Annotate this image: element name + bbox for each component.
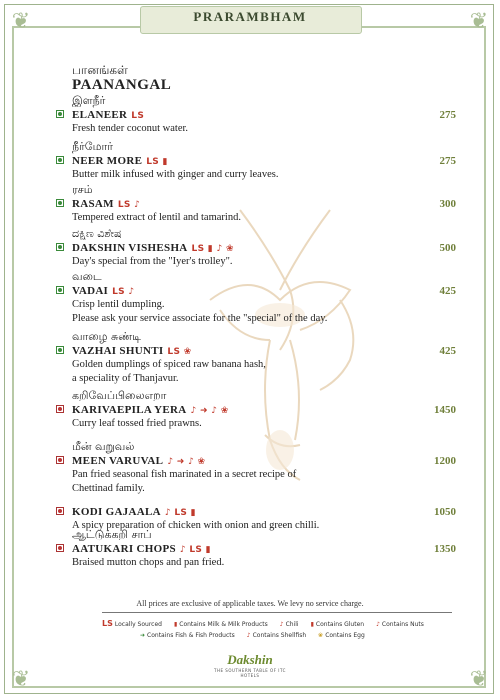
item-description: Tempered extract of lentil and tamarind. xyxy=(72,212,241,223)
item-name-text: KODI GAJAALA xyxy=(72,506,161,518)
item-native-name: இளநீர் xyxy=(72,94,106,107)
corner-ornament-icon: ❦ xyxy=(469,666,489,691)
item-row xyxy=(56,241,456,255)
item-native-name: வாழை சுண்டி xyxy=(72,330,141,343)
legend-symbol-icon: ➜ xyxy=(140,632,146,639)
corner-ornament-icon: ❦ xyxy=(469,8,489,33)
item-name-text: DAKSHIN VISHESHA xyxy=(72,242,188,254)
item-name xyxy=(72,505,196,520)
menu-item xyxy=(56,94,456,136)
item-row xyxy=(56,344,456,358)
item-description: Fresh tender coconut water. xyxy=(72,123,189,134)
item-price: 1200 xyxy=(434,455,456,467)
dietary-icons: LS ❀ xyxy=(167,347,192,357)
veg-mark-icon xyxy=(56,199,64,207)
item-native-name: ரசம் xyxy=(72,183,93,196)
legend-row xyxy=(102,619,452,628)
item-price: 500 xyxy=(439,242,456,254)
item-price: 425 xyxy=(439,285,456,297)
menu-item xyxy=(56,440,456,496)
item-native-name: வடை xyxy=(72,270,102,283)
item-price: 1450 xyxy=(434,404,456,416)
dietary-icons: ♪ LS ▮ xyxy=(164,508,196,518)
menu-item xyxy=(56,491,456,533)
menu-item xyxy=(56,227,456,269)
legend-symbol-icon: LS xyxy=(102,619,113,628)
legend-label: Contains Milk & Milk Products xyxy=(179,621,268,628)
dietary-icons: ♪ LS ▮ xyxy=(179,545,211,555)
veg-mark-icon xyxy=(56,156,64,164)
dietary-icons: LS xyxy=(131,111,145,121)
veg-mark-icon xyxy=(56,110,64,118)
item-name xyxy=(72,284,134,299)
item-name-text: VADAI xyxy=(72,285,109,297)
legend-label: Contains Fish & Fish Products xyxy=(147,632,235,639)
brand-tagline: THE SOUTHERN TABLE OF ITC HOTELS xyxy=(214,668,286,678)
item-name-text: KARIVAEPILA YERA xyxy=(72,404,187,416)
legend-entry xyxy=(247,632,312,639)
menu-item xyxy=(56,330,456,386)
legend-symbol-icon: ▮ xyxy=(310,621,314,628)
item-price: 425 xyxy=(439,345,456,357)
item-name xyxy=(72,403,229,418)
item-name-text: MEEN VARUVAL xyxy=(72,455,164,467)
legend-symbol-icon: ♪ xyxy=(376,621,380,628)
item-name xyxy=(72,542,211,557)
legend-entry xyxy=(376,621,430,628)
legend-entry xyxy=(140,632,241,639)
legend-entry xyxy=(311,621,370,628)
item-name-text: AATUKARI CHOPS xyxy=(72,543,176,555)
legend-label: Locally Sourced xyxy=(114,621,162,628)
brand-logo xyxy=(205,652,295,678)
legend-entry xyxy=(280,621,305,628)
legend-entry xyxy=(174,621,274,628)
nonveg-mark-icon xyxy=(56,507,64,515)
dietary-icons: ♪ ➜ ♪ ❀ xyxy=(167,457,206,467)
item-description: Chettinad family. xyxy=(72,483,145,494)
corner-ornament-icon: ❦ xyxy=(11,8,31,33)
item-name-text: NEER MORE xyxy=(72,155,143,167)
item-name-text: RASAM xyxy=(72,198,114,210)
veg-mark-icon xyxy=(56,346,64,354)
item-description: Butter milk infused with ginger and curry leaves. xyxy=(72,169,279,180)
corner-ornament-icon: ❦ xyxy=(11,666,31,691)
item-native-name: மீன் வறுவல் xyxy=(72,440,135,453)
item-native-name: ದಕ್ಷಿಣ ವಿಶೇಷ xyxy=(72,227,122,240)
legend-label: Contains Shellfish xyxy=(252,632,307,639)
item-description: Day's special from the "Iyer's trolley". xyxy=(72,256,233,267)
item-description: Please ask your service associate for the "special" of the day. xyxy=(72,313,328,324)
dietary-icons: ♪ ➜ ♪ ❀ xyxy=(190,406,229,416)
legend-label: Contains Nuts xyxy=(381,621,424,628)
item-name-text: VAZHAI SHUNTI xyxy=(72,345,164,357)
item-name xyxy=(72,454,205,469)
item-native-name: கறிவேப்பிலைஎறா xyxy=(72,389,167,402)
menu-item xyxy=(56,183,456,225)
item-native-name: நீர்மோர் xyxy=(72,140,113,153)
legend-symbol-icon: ▮ xyxy=(173,621,178,628)
item-row xyxy=(56,154,456,168)
dietary-icons: LS ♪ xyxy=(112,287,135,297)
legend-divider xyxy=(102,612,452,613)
legend-entry xyxy=(102,621,168,628)
item-description: Crisp lentil dumpling. xyxy=(72,299,165,310)
veg-mark-icon xyxy=(56,243,64,251)
nonveg-mark-icon xyxy=(56,405,64,413)
section-native-title: பானங்கள் xyxy=(72,63,128,77)
item-description: a speciality of Thanjavur. xyxy=(72,373,179,384)
legend-symbol-icon: ♪ xyxy=(279,621,284,628)
item-description: Braised mutton chops and pan fried. xyxy=(72,557,225,568)
section-title: PAANANGAL xyxy=(72,77,172,93)
item-price: 1350 xyxy=(434,543,456,555)
dietary-icons: LS ♪ xyxy=(117,200,141,210)
brand-name: Dakshin xyxy=(227,652,273,667)
menu-item xyxy=(56,140,456,182)
item-name xyxy=(72,154,168,169)
legend-row xyxy=(140,632,490,639)
item-name-text: ELANEER xyxy=(72,109,128,121)
nonveg-mark-icon xyxy=(56,544,64,552)
item-description: Pan fried seasonal fish marinated in a secret recipe of xyxy=(72,469,297,480)
item-row xyxy=(56,454,456,468)
item-row xyxy=(56,197,456,211)
item-native-name xyxy=(72,491,472,505)
page-title: PRARAMBHAM xyxy=(193,9,307,24)
menu-item xyxy=(56,528,456,570)
item-native-name: ஆட்டுக்கறி சாப் xyxy=(72,528,152,541)
item-price: 300 xyxy=(439,198,456,210)
item-row xyxy=(56,284,456,298)
item-row xyxy=(56,108,456,122)
item-price: 275 xyxy=(439,155,456,167)
item-description: A spicy preparation of chicken with onion and green chilli. xyxy=(72,520,320,531)
nonveg-mark-icon xyxy=(56,456,64,464)
menu-item xyxy=(56,389,456,431)
dietary-icons: LS ▮ xyxy=(146,157,168,167)
legend-label: Chili xyxy=(285,621,299,628)
item-price: 275 xyxy=(439,109,456,121)
item-row xyxy=(56,403,456,417)
item-description: Golden dumplings of spiced raw banana hash, xyxy=(72,359,266,370)
menu-item xyxy=(56,270,456,326)
item-name xyxy=(72,197,140,212)
veg-mark-icon xyxy=(56,286,64,294)
tax-disclaimer: All prices are exclusive of applicable taxes. We levy no service charge. xyxy=(136,599,364,608)
legend-entry xyxy=(318,632,371,639)
item-name xyxy=(72,241,234,256)
item-price: 1050 xyxy=(434,506,456,518)
item-description: Curry leaf tossed fried prawns. xyxy=(72,418,202,429)
legend-symbol-icon: ❀ xyxy=(318,632,324,639)
item-name xyxy=(72,344,192,359)
item-row xyxy=(56,505,456,519)
item-name xyxy=(72,108,144,123)
dietary-icons: LS ▮ ♪ ❀ xyxy=(191,244,234,254)
item-row xyxy=(56,542,456,556)
legend-label: Contains Egg xyxy=(325,632,365,639)
legend-symbol-icon: ♪ xyxy=(246,632,251,639)
legend-label: Contains Gluten xyxy=(315,621,365,628)
